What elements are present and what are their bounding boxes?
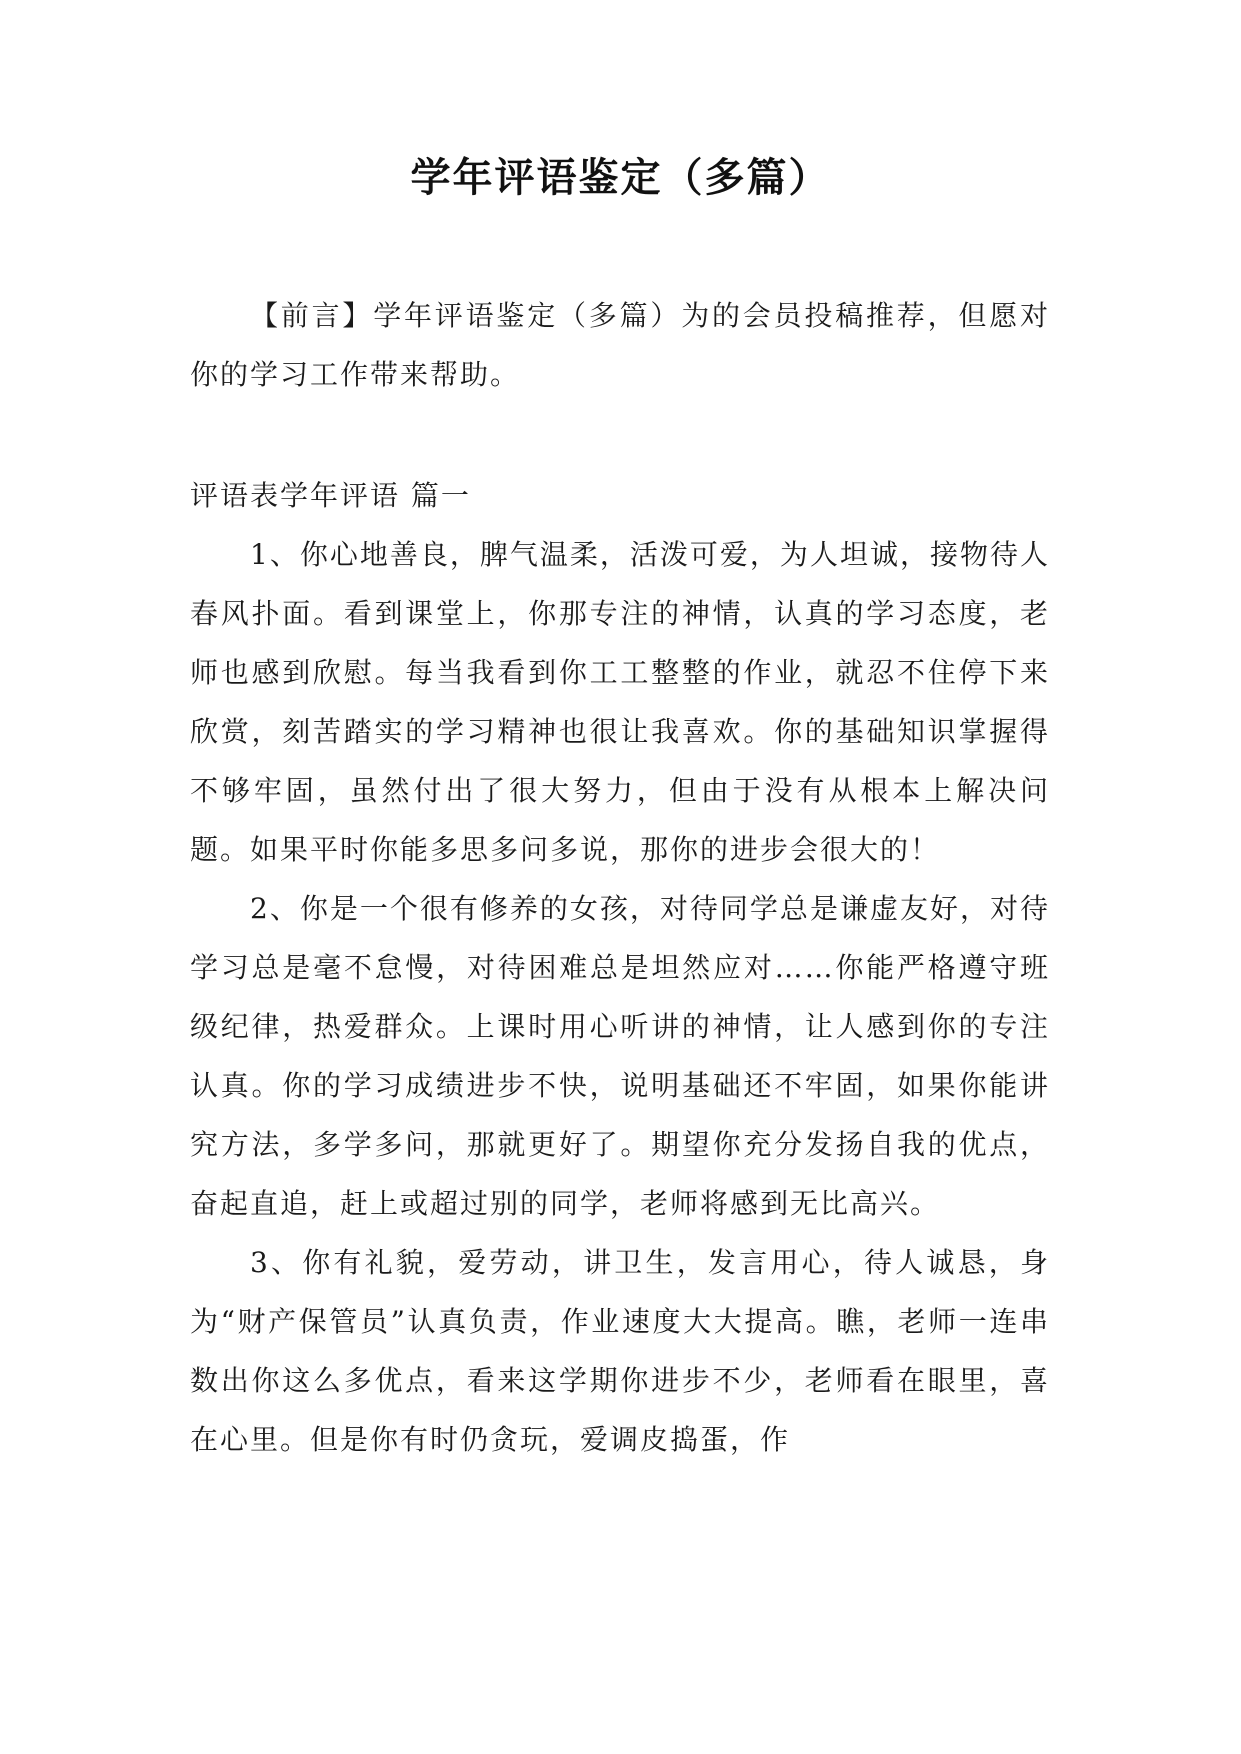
- section-one: [190, 466, 1050, 1469]
- section-heading: 评语表学年评语 篇一: [190, 479, 471, 512]
- preface-paragraph: 【前言】学年评语鉴定（多篇）为的会员投稿推荐，但愿对你的学习工作带来帮助。: [190, 299, 1050, 391]
- comment-paragraph-2: 2、你是一个很有修养的女孩，对待同学总是谦虚友好，对待学习总是毫不怠慢，对待困难总是坦然应对……你能严格遵守班级纪律，热爱群众。上课时用心听讲的神情，让人感到你的专注认真。你的学习成绩进步不快，说明基础还不牢固，如果你能讲究方法，多学多问，那就更好了。期望你充分发扬自我的优点，奋起直追，赶上或超过别的同学，老师将感到无比高兴。: [190, 892, 1050, 1220]
- preface-block: [190, 286, 1050, 404]
- comment-paragraph-3: 3、你有礼貌，爱劳动，讲卫生，发言用心，待人诚恳，身为“财产保管员”认真负责，作业速度大大提高。瞧，老师一连串数出你这么多优点，看来这学期你进步不少，老师看在眼里，喜在心里。但是你有时仍贪玩，爱调皮捣蛋，作: [190, 1246, 1050, 1456]
- document-title: 学年评语鉴定（多篇）: [410, 155, 831, 201]
- comment-paragraph-1: 1、你心地善良，脾气温柔，活泼可爱，为人坦诚，接物待人春风扑面。看到课堂上，你那专注的神情，认真的学习态度，老师也感到欣慰。每当我看到你工工整整的作业，就忍不住停下来欣赏，刻苦踏实的学习精神也很让我喜欢。你的基础知识掌握得不够牢固，虽然付出了很大努力，但由于没有从根本上解决问题。如果平时你能多思多问多说，那你的进步会很大的！: [190, 538, 1050, 866]
